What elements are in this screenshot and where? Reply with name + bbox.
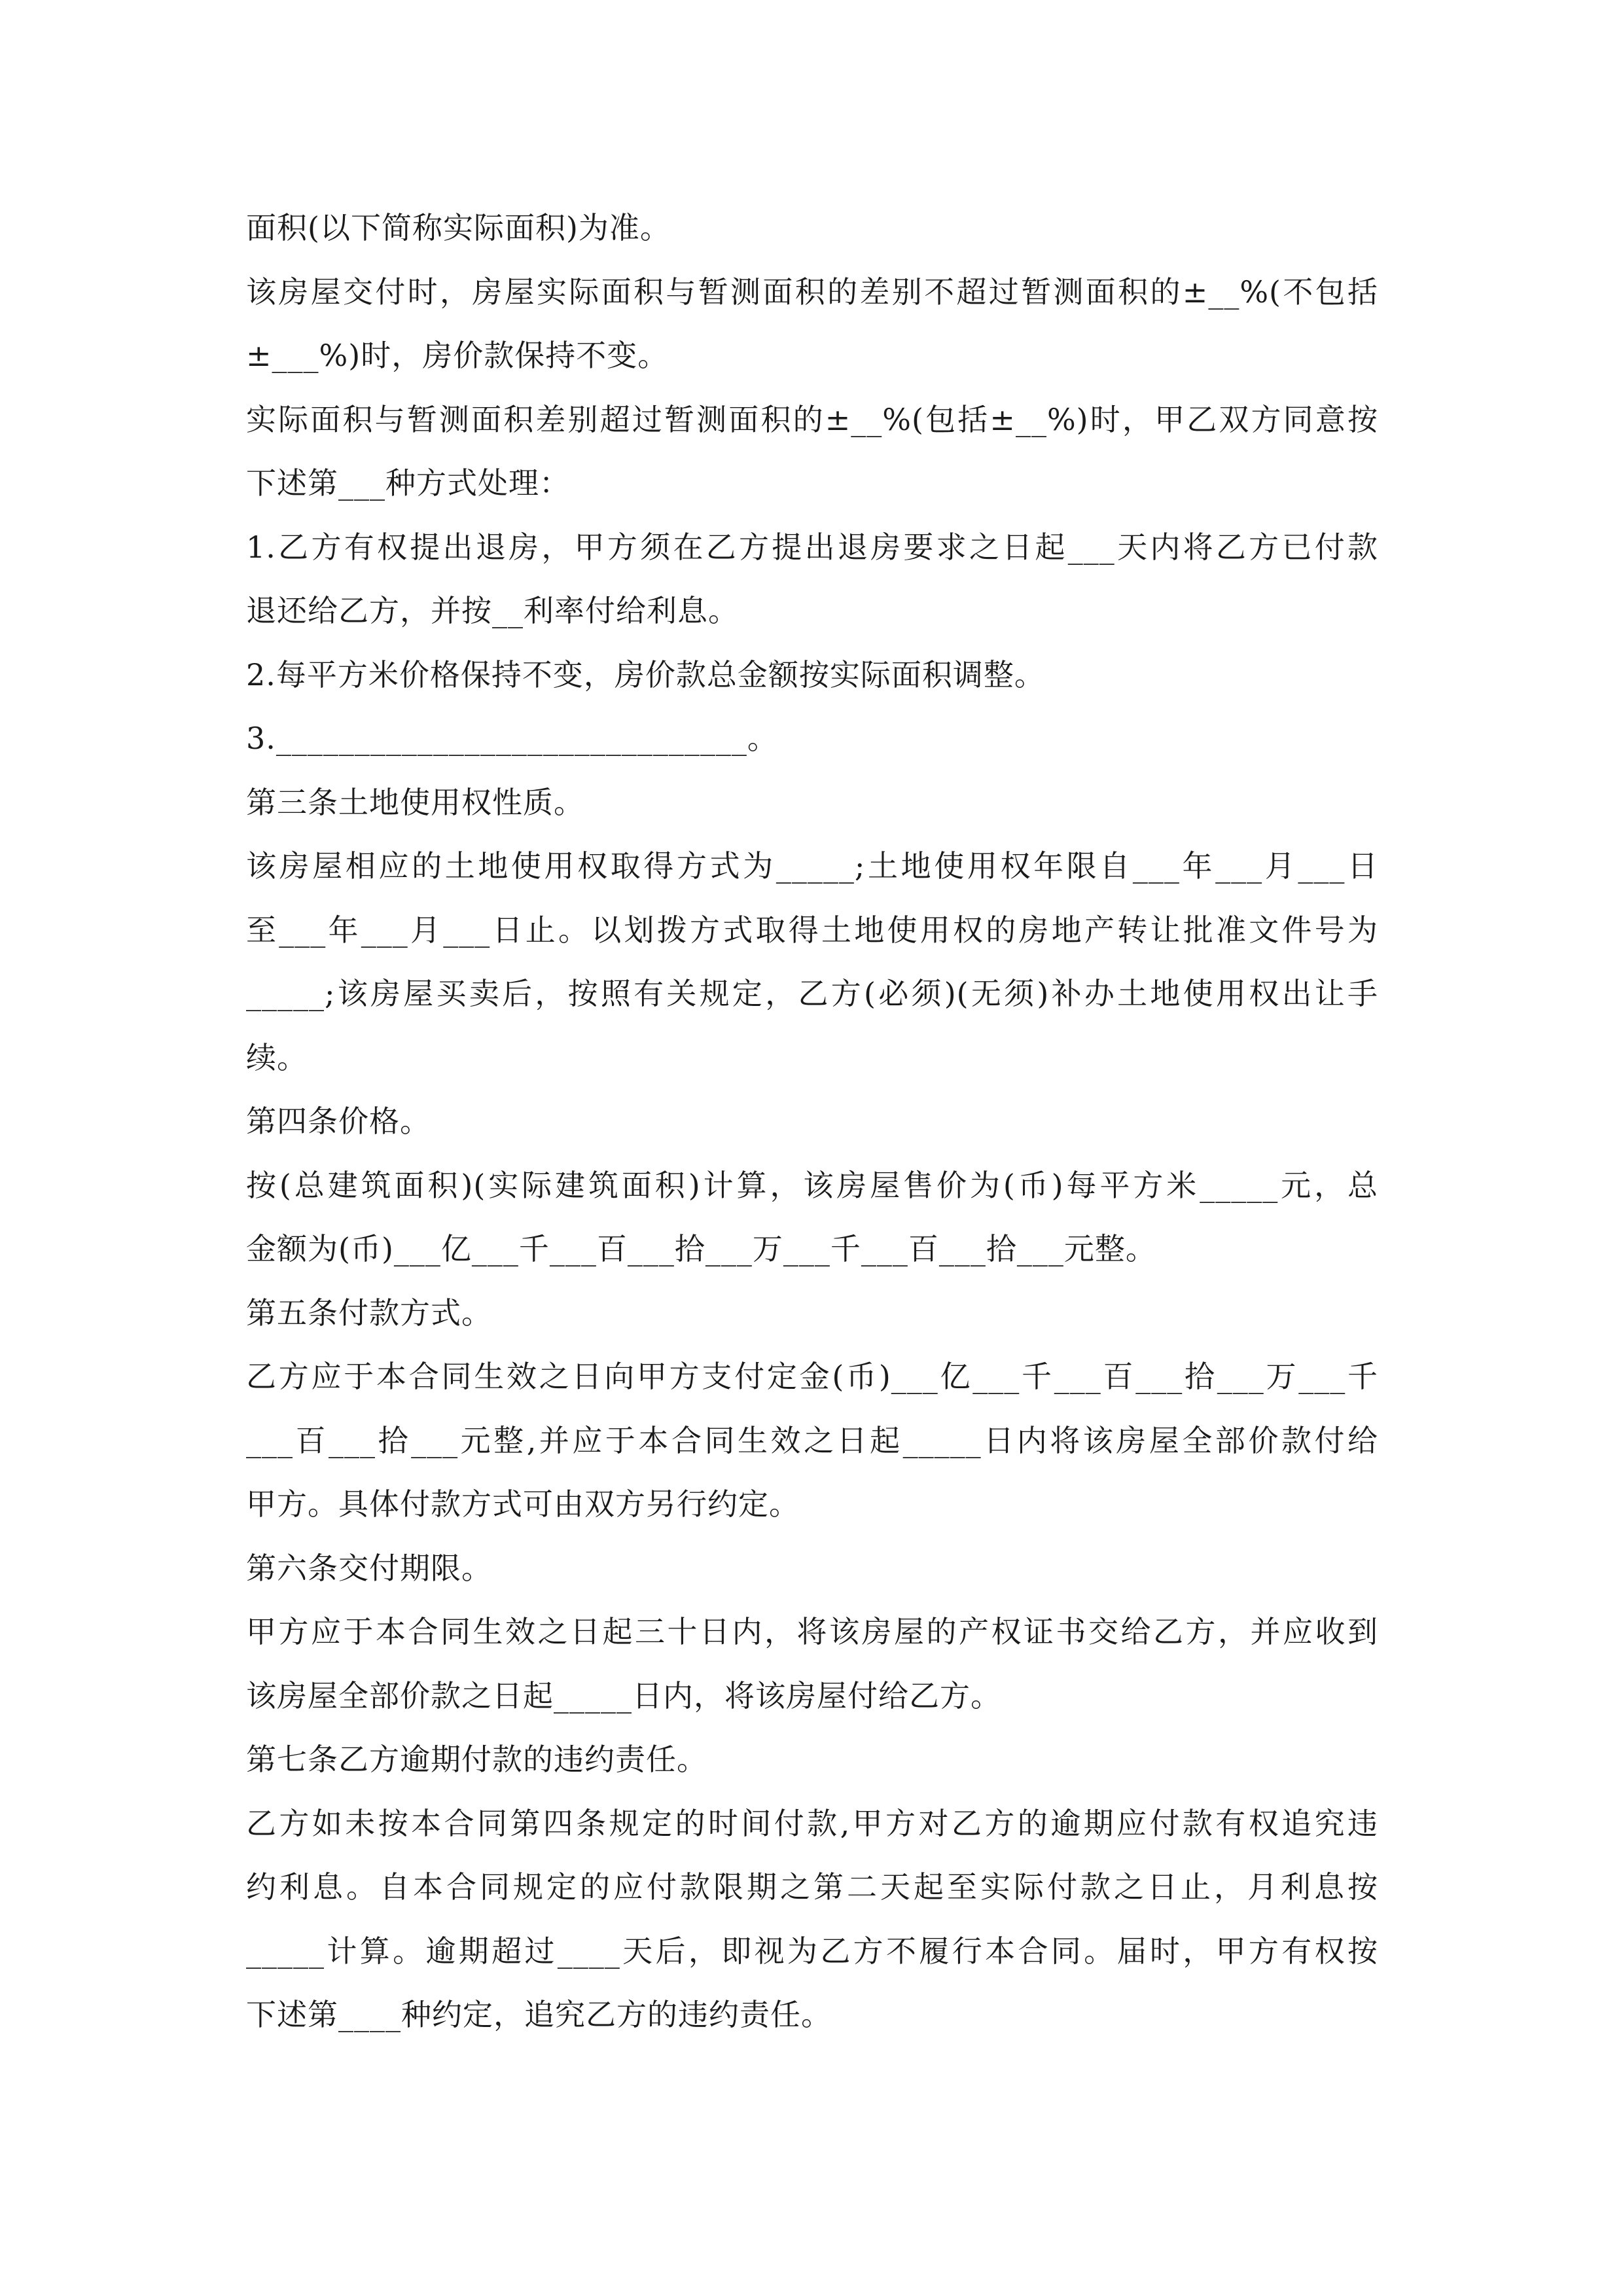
text-line: _____;该房屋买卖后，按照有关规定，乙方(必须)(无须)补办土地使用权出让手 xyxy=(246,976,1378,1011)
text-line: 金额为(币)___亿___千___百___拾___万___千___百___拾___元整。 xyxy=(246,1231,1156,1266)
text-line: 该房屋交付时，房屋实际面积与暂测面积的差别不超过暂测面积的±__%(不包括 xyxy=(246,274,1378,310)
text-line: 该房屋全部价款之日起_____日内，将该房屋付给乙方。 xyxy=(246,1677,1001,1713)
text-line: 乙方应于本合同生效之日向甲方支付定金(币)___亿___千___百___拾___万___千 xyxy=(246,1359,1378,1394)
text-line: 3.______________________________。 xyxy=(246,721,778,756)
text-line: _____计算。逾期超过____天后，即视为乙方不履行本合同。届时，甲方有权按 xyxy=(246,1933,1378,1969)
text-line: 该房屋相应的土地使用权取得方式为_____;土地使用权年限自___年___月___日 xyxy=(246,848,1378,884)
text-line: ___百___拾___元整,并应于本合同生效之日起_____日内将该房屋全部价款付给 xyxy=(246,1422,1378,1458)
text-line: 下述第____种约定，追究乙方的违约责任。 xyxy=(246,1997,832,2032)
text-line: 至___年___月___日止。以划拨方式取得土地使用权的房地产转让批准文件号为 xyxy=(246,912,1378,948)
text-line: 下述第___种方式处理： xyxy=(246,465,570,501)
text-line: 1.乙方有权提出退房，甲方须在乙方提出退房要求之日起___天内将乙方已付款 xyxy=(246,529,1378,565)
section-heading: 第三条土地使用权性质。 xyxy=(246,784,584,820)
section-heading: 第六条交付期限。 xyxy=(246,1550,492,1586)
document-body xyxy=(246,196,1378,2047)
text-line: ±___%)时，房价款保持不变。 xyxy=(246,338,669,373)
text-line: 乙方如未按本合同第四条规定的时间付款,甲方对乙方的逾期应付款有权追究违 xyxy=(246,1805,1378,1841)
text-line: 甲方应于本合同生效之日起三十日内，将该房屋的产权证书交给乙方，并应收到 xyxy=(246,1614,1378,1649)
text-line: 约利息。自本合同规定的应付款限期之第二天起至实际付款之日止，月利息按 xyxy=(246,1869,1378,1905)
section-heading: 第四条价格。 xyxy=(246,1103,431,1139)
text-line: 续。 xyxy=(246,1039,308,1075)
text-line: 按(总建筑面积)(实际建筑面积)计算，该房屋售价为(币)每平方米_____元，总 xyxy=(246,1167,1378,1203)
text-line: 退还给乙方，并按__利率付给利息。 xyxy=(246,593,739,628)
text-line: 甲方。具体付款方式可由双方另行约定。 xyxy=(246,1486,800,1522)
text-line: 面积(以下简称实际面积)为准。 xyxy=(246,210,671,245)
section-heading: 第五条付款方式。 xyxy=(246,1295,492,1331)
text-line: 实际面积与暂测面积差别超过暂测面积的±__%(包括±__%)时，甲乙双方同意按 xyxy=(246,401,1378,437)
section-heading: 第七条乙方逾期付款的违约责任。 xyxy=(246,1742,707,1777)
text-line: 2.每平方米价格保持不变，房价款总金额按实际面积调整。 xyxy=(246,656,1045,692)
